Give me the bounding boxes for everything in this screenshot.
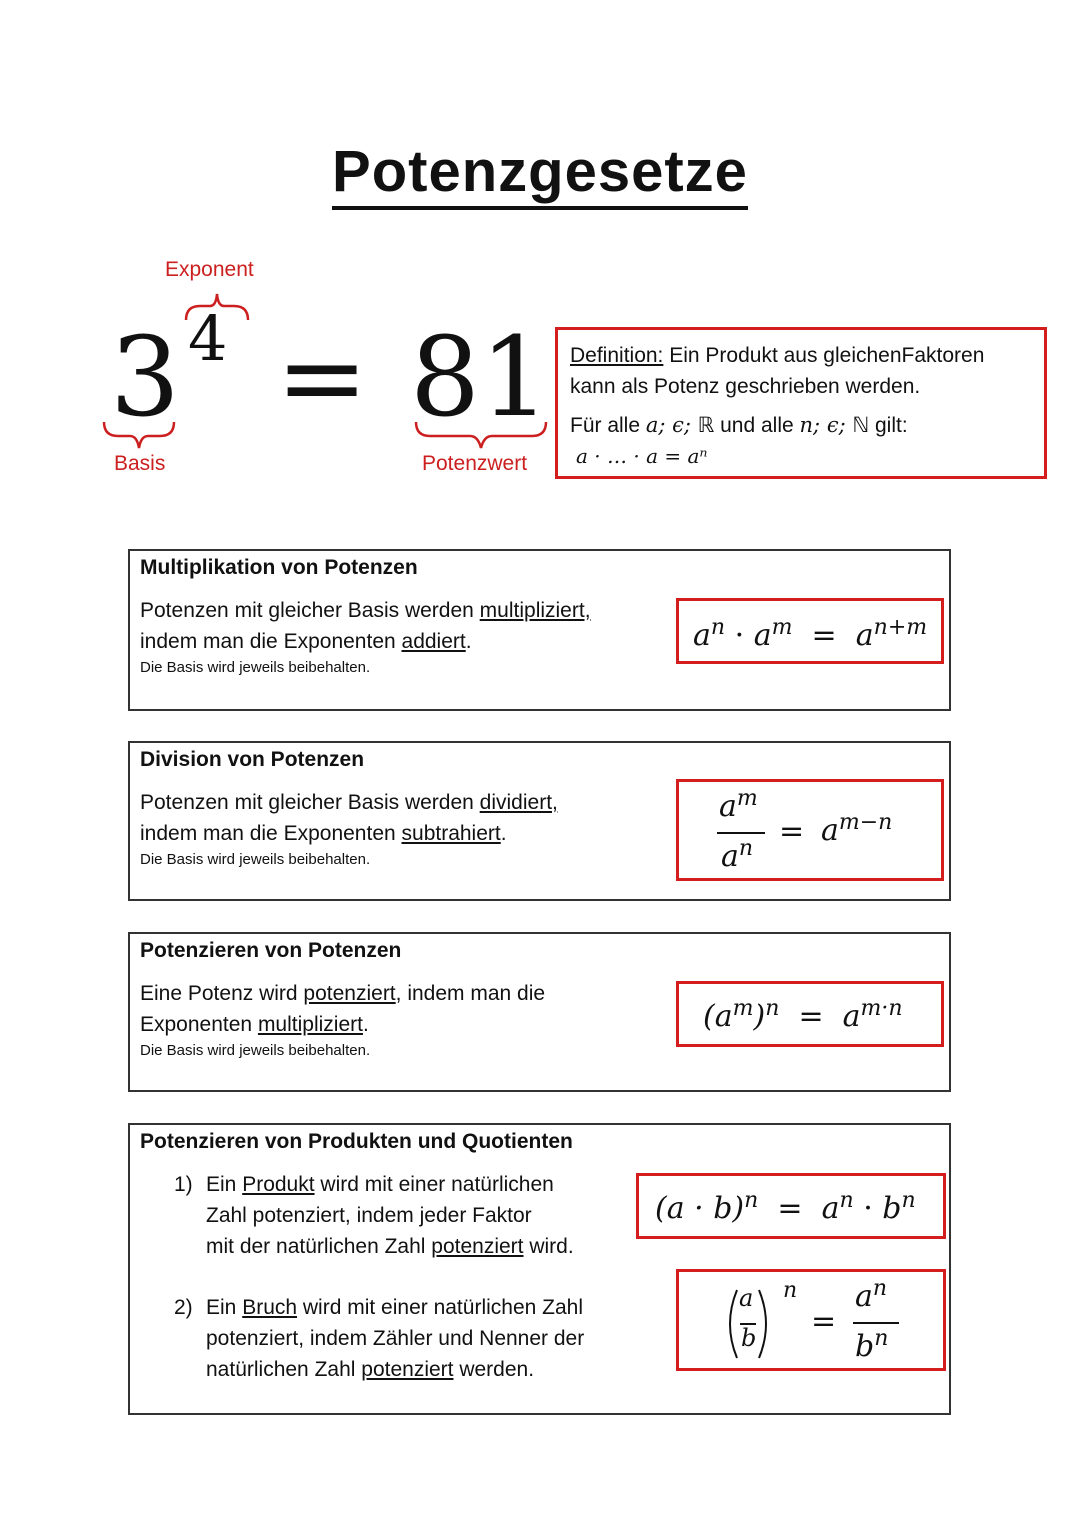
f-a: a: [855, 618, 874, 653]
text-part: wird mit einer natürlichen: [314, 1173, 554, 1196]
f-a: a: [721, 839, 739, 874]
base-label: Basis: [114, 452, 166, 475]
text-part: indem man die Exponenten: [140, 822, 402, 845]
definition-formula: a · … · a = aⁿ: [576, 444, 708, 468]
def-set-R: ℝ: [697, 414, 715, 437]
list-item-quotient: [174, 1292, 584, 1385]
section-note: Die Basis wird jeweils beibehalten.: [140, 1042, 371, 1059]
f-exp-m: m: [736, 786, 758, 811]
def-var-n: n;: [799, 413, 821, 437]
text-part: natürlichen Zahl: [206, 1358, 362, 1381]
f-a: a: [821, 1191, 840, 1226]
f-exp-prod: m·n: [860, 996, 903, 1021]
list-number: 2): [174, 1296, 193, 1319]
text-line: [140, 978, 545, 1009]
section-title: Multiplikation von Potenzen: [140, 556, 418, 579]
exponent-label: Exponent: [165, 258, 254, 281]
section-note: Die Basis wird jeweils beibehalten.: [140, 659, 371, 676]
value-brace-icon: [412, 418, 552, 454]
underlined-term: potenziert: [361, 1358, 454, 1381]
text-line: [140, 1009, 545, 1040]
hero-value: 81: [410, 313, 550, 441]
section-power-of-power: [128, 932, 951, 1092]
f-exp-n: n: [710, 615, 726, 640]
underlined-term: dividiert,: [479, 791, 558, 814]
section-multiplication: [128, 549, 951, 711]
text-part: , indem man die: [395, 982, 546, 1005]
text-line: [174, 1354, 584, 1385]
text-line: [174, 1169, 574, 1200]
f-exp-n: n: [874, 1326, 889, 1351]
def-holds: gilt:: [869, 414, 908, 437]
f-exp-n: n: [901, 1188, 916, 1213]
formula-content: [655, 1188, 916, 1226]
def-in-2: ϵ;: [820, 413, 853, 437]
text-part: werden.: [453, 1358, 535, 1381]
section-text: [140, 787, 558, 849]
f-dot: ·: [734, 618, 745, 653]
formula-power-of-power: [676, 981, 944, 1047]
list-item-product: [174, 1169, 574, 1262]
text-part: .: [362, 1013, 369, 1036]
text-part: .: [500, 822, 507, 845]
f-exp-n: n: [744, 1188, 759, 1213]
text-part: mit der natürlichen Zahl: [206, 1235, 432, 1258]
text-part: Potenzen mit gleicher Basis werden: [140, 599, 480, 622]
def-in-1: ϵ;: [665, 413, 698, 437]
definition-line-3: [570, 410, 1032, 441]
f-paren: ): [753, 999, 766, 1034]
division-result: [821, 810, 892, 848]
text-line: [174, 1292, 584, 1323]
f-exp-sum: n+m: [873, 615, 928, 640]
frac-result-numerator: [855, 1276, 887, 1314]
def-var-a: a;: [645, 413, 666, 437]
underlined-term: addiert: [401, 630, 466, 653]
f-eq: =: [798, 999, 824, 1034]
def-set-N: ℕ: [852, 414, 870, 437]
f-eq: =: [811, 618, 837, 653]
f-exp-n: n: [872, 1276, 888, 1301]
f-exp-n: n: [839, 1188, 854, 1213]
underlined-term: multipliziert,: [479, 599, 591, 622]
text-line: [140, 818, 558, 849]
text-line: [140, 626, 591, 657]
f-a: a: [719, 789, 737, 824]
page-title-text: Potenzgesetze: [332, 139, 748, 210]
frac-numerator: a: [739, 1284, 754, 1312]
frac-numerator: [719, 786, 758, 824]
f-b: b: [855, 1329, 875, 1364]
underlined-term: Bruch: [242, 1296, 298, 1319]
hero-base: 3: [110, 313, 180, 441]
f-exp-n: n: [738, 836, 754, 861]
formula-multiplication: [676, 598, 944, 664]
underlined-term: Produkt: [242, 1173, 315, 1196]
f-exp-diff: m−n: [838, 810, 893, 835]
underlined-term: subtrahiert: [401, 822, 501, 845]
text-line: [140, 595, 591, 626]
formula-content: [703, 996, 903, 1034]
section-division: [128, 741, 951, 901]
text-line: [140, 787, 558, 818]
f-lhs: (a: [703, 999, 733, 1034]
definition-line-2: kann als Potenz geschrieben werden.: [570, 375, 921, 398]
text-part: Eine Potenz wird: [140, 982, 304, 1005]
formula-content: [693, 615, 927, 653]
page-title: [0, 138, 1080, 205]
fraction-bar: [717, 832, 765, 834]
f-lhs: (a · b): [655, 1191, 745, 1226]
f-a: a: [753, 618, 772, 653]
definition-label: Definition:: [570, 344, 664, 367]
f-a: a: [842, 999, 861, 1034]
base-brace-icon: [100, 418, 180, 454]
text-part: Ein: [206, 1173, 243, 1196]
f-exp-m: m: [732, 996, 754, 1021]
def-for-all: Für alle: [570, 414, 646, 437]
formula-division: [676, 779, 944, 881]
value-label: Potenzwert: [422, 452, 528, 475]
f-a: a: [855, 1279, 873, 1314]
f-eq: =: [779, 814, 805, 849]
f-dot: ·: [863, 1191, 873, 1226]
formula-quotient-power: [676, 1269, 946, 1371]
underlined-term: multipliziert: [257, 1013, 363, 1036]
section-title: Division von Potenzen: [140, 748, 365, 771]
f-a: a: [693, 618, 711, 653]
section-products-quotients: [128, 1123, 951, 1415]
section-text: [140, 978, 545, 1040]
hero-equals: =: [276, 313, 369, 441]
section-note: Die Basis wird jeweils beibehalten.: [140, 851, 371, 868]
text-part: wird mit einer natürlichen Zahl: [297, 1296, 583, 1319]
frac-denominator: b: [741, 1324, 757, 1352]
def-and-all: und alle: [714, 414, 800, 437]
f-b: b: [882, 1191, 902, 1226]
frac-result-denominator: [855, 1326, 888, 1364]
text-line: [174, 1231, 574, 1262]
text-part: Potenzen mit gleicher Basis werden: [140, 791, 480, 814]
text-line: potenziert, indem Zähler und Nenner der: [206, 1327, 585, 1350]
text-part: .: [465, 630, 472, 653]
section-title: Potenzieren von Produkten und Quotienten: [140, 1130, 573, 1153]
f-eq: =: [811, 1304, 837, 1339]
section-text: [140, 595, 591, 657]
definition-line-1: [570, 340, 1032, 371]
section-title: Potenzieren von Potenzen: [140, 939, 402, 962]
definition-box: [555, 327, 1047, 479]
f-exp-n: n: [783, 1278, 798, 1303]
hero-exponent: 4: [188, 302, 228, 375]
text-part: Exponenten: [140, 1013, 258, 1036]
fraction-bar: [853, 1322, 899, 1324]
text-line: Zahl potenziert, indem jeder Faktor: [206, 1204, 532, 1227]
list-number: 1): [174, 1173, 193, 1196]
formula-product-power: [636, 1173, 946, 1239]
definition-text-1: Ein Produkt aus gleichenFaktoren: [663, 344, 985, 367]
f-exp-m: m: [771, 615, 793, 640]
text-part: Ein: [206, 1296, 243, 1319]
f-a: a: [821, 813, 839, 848]
f-exp-n: n: [765, 996, 780, 1021]
text-part: wird.: [523, 1235, 574, 1258]
underlined-term: potenziert: [431, 1235, 524, 1258]
f-eq: =: [777, 1191, 803, 1226]
underlined-term: potenziert: [303, 982, 396, 1005]
frac-denominator: [721, 836, 753, 874]
text-part: indem man die Exponenten: [140, 630, 402, 653]
